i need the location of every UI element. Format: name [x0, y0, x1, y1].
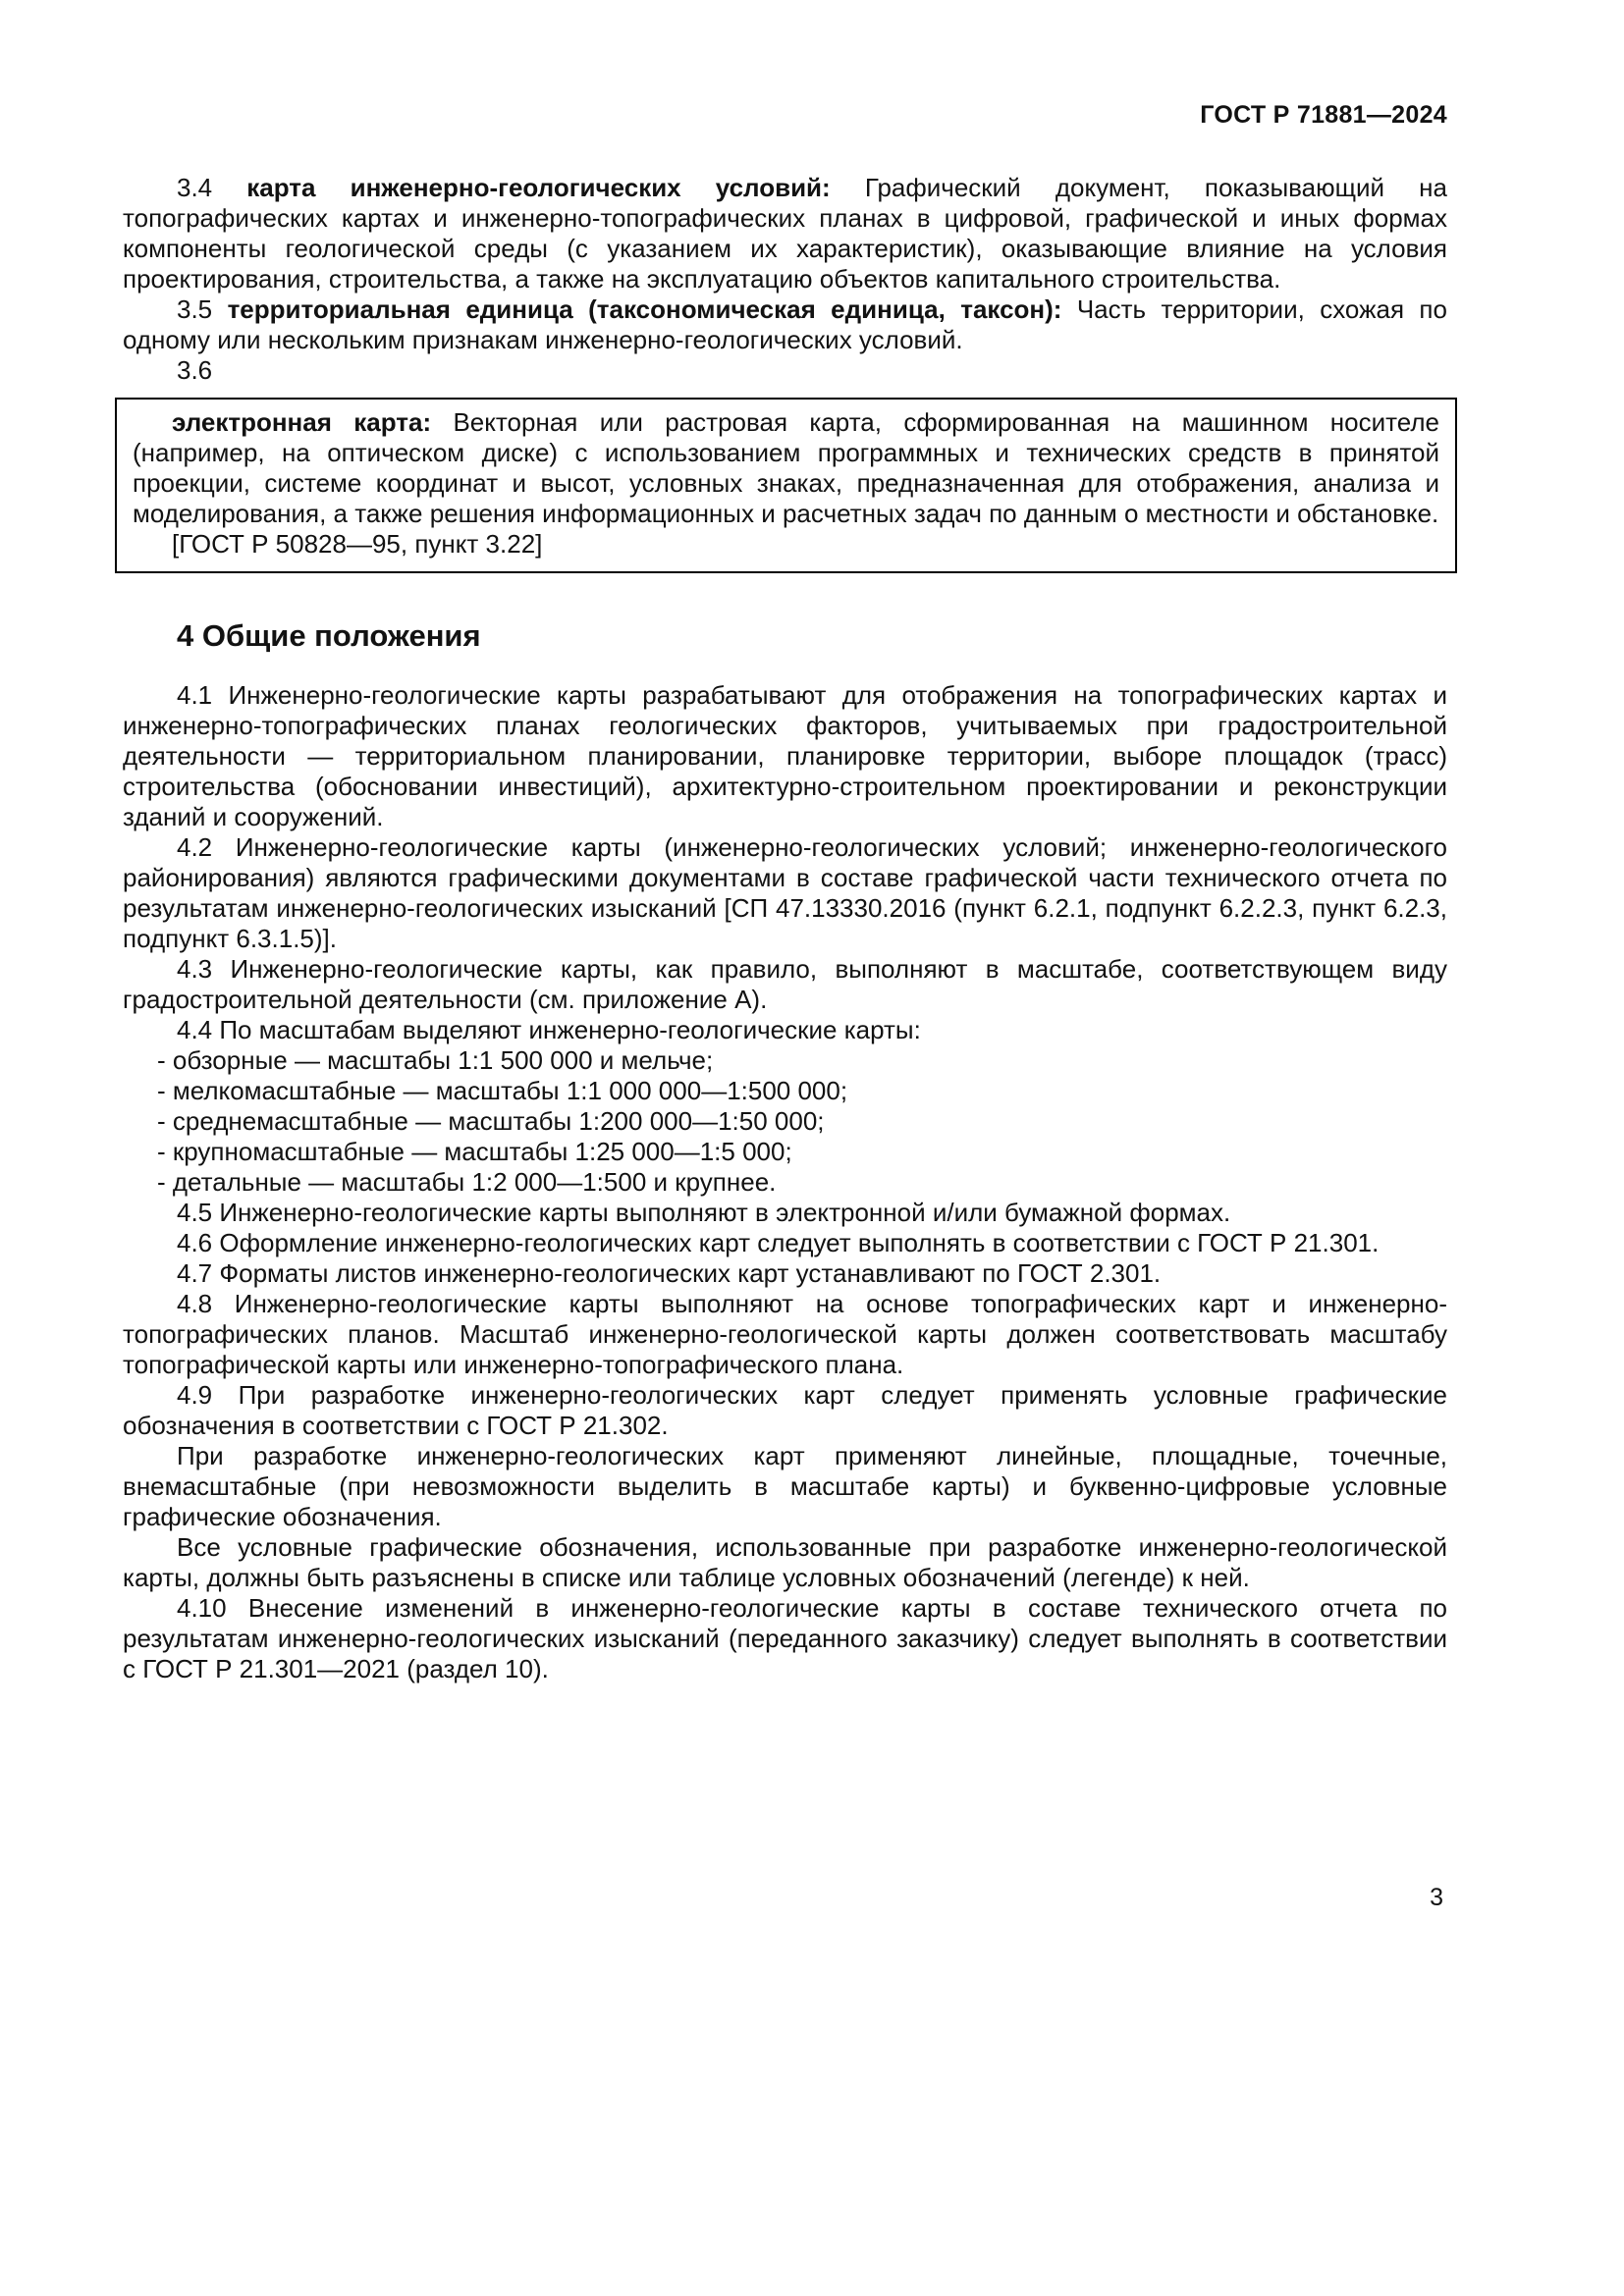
definition-box-body: Векторная или растровая карта, сформированная на машинном носителе (например, на оптическом диске) с использованием программных и технических средств в принятой проекции, системе координат и высот, условных знаках, предназначенная для отображения, анализа и моделирования, а также решения информационных и расчетных задач по данным о местности и обстановке.	[133, 407, 1439, 528]
page-number: 3	[1430, 1884, 1443, 1911]
definition-box	[115, 398, 1457, 573]
term-body-3-5: Часть территории, схожая по одному или нескольким признакам инженерно-геологических условий.	[123, 294, 1447, 354]
term-number-3-6: 3.6	[177, 355, 213, 385]
section-4-heading: 4 Общие положения	[177, 618, 481, 653]
definition-box-term: электронная карта:	[172, 407, 432, 437]
paragraph-4-9: 4.9 При разработке инженерно-геологических карт следует применять условные графические обозначения в соответствии с ГОСТ Р 21.302.	[123, 1380, 1447, 1440]
scale-list-item-small: - мелкомасштабные — масштабы 1:1 000 000—1:500 000;	[157, 1076, 848, 1105]
term-paragraph-3-5	[123, 294, 1447, 355]
definition-box-paragraph	[133, 407, 1439, 529]
paragraph-4-9-continuation-1: При разработке инженерно-геологических карт применяют линейные, площадные, точечные, внемасштабные (при невозможности выделить в масштабе карты) и буквенно-цифровые условные графические обозначения.	[123, 1441, 1447, 1531]
page-content	[123, 173, 1447, 1684]
term-title-3-5: территориальная единица (таксономическая единица, таксон):	[227, 294, 1062, 324]
paragraph-4-8: 4.8 Инженерно-геологические карты выполняют на основе топографических карт и инженерно-топографических планов. Масштаб инженерно-геологической карты должен соответствовать масштабу топографической карты или инженерно-топографического плана.	[123, 1289, 1447, 1379]
paragraph-4-2: 4.2 Инженерно-геологические карты (инженерно-геологических условий; инженерно-геологического районирования) являются графическими документами в составе графической части технического отчета по результатам инженерно-геологических изысканий [СП 47.13330.2016 (пункт 6.2.1, подпункт 6.2.2.3, пункт 6.2.3, подпункт 6.3.1.5)].	[123, 832, 1447, 953]
term-title-3-4: карта инженерно-геологических условий:	[246, 173, 831, 202]
term-number-3-4: 3.4	[177, 173, 213, 202]
paragraph-4-6: 4.6 Оформление инженерно-геологических карт следует выполнять в соответствии с ГОСТ Р 21.301.	[177, 1228, 1380, 1257]
paragraph-4-4: 4.4 По масштабам выделяют инженерно-геологические карты:	[177, 1015, 921, 1044]
paragraph-4-3: 4.3 Инженерно-геологические карты, как правило, выполняют в масштабе, соответствующем виду градостроительной деятельности (см. приложение А).	[123, 954, 1447, 1014]
scale-list-item-overview: - обзорные — масштабы 1:1 500 000 и мельче;	[157, 1045, 714, 1075]
paragraph-4-7: 4.7 Форматы листов инженерно-геологических карт устанавливают по ГОСТ 2.301.	[177, 1258, 1162, 1288]
paragraph-4-9-continuation-2: Все условные графические обозначения, использованные при разработке инженерно-геологической карты, должны быть разъяснены в списке или таблице условных обозначений (легенде) к ней.	[123, 1532, 1447, 1592]
paragraph-4-1: 4.1 Инженерно-геологические карты разрабатывают для отображения на топографических картах и инженерно-топографических планах геологических факторов, учитываемых при градостроительной деятельности — территориальном планировании, планировке территории, выборе площадок (трасс) строительства (обосновании инвестиций), архитектурно-строительном проектировании и реконструкции зданий и сооружений.	[123, 680, 1447, 831]
term-paragraph-3-4	[123, 173, 1447, 294]
scale-list-item-detailed: - детальные — масштабы 1:2 000—1:500 и крупнее.	[157, 1167, 777, 1197]
term-body-3-4: Графический документ, показывающий на топографических картах и инженерно-топографических планах в цифровой, графической и иных формах компоненты геологической среды (с указанием их характеристик), оказывающие влияние на условия проектирования, строительства, а также на эксплуатацию объектов капитального строительства.	[123, 173, 1447, 294]
paragraph-4-10: 4.10 Внесение изменений в инженерно-геологические карты в составе технического отчета по результатам инженерно-геологических изысканий (переданного заказчику) следует выполнять в соответствии с ГОСТ Р 21.301—2021 (раздел 10).	[123, 1593, 1447, 1683]
term-number-3-5: 3.5	[177, 294, 213, 324]
document-code-header: ГОСТ Р 71881—2024	[1200, 101, 1447, 129]
definition-box-source: [ГОСТ Р 50828—95, пункт 3.22]	[172, 529, 543, 559]
scale-list-item-medium: - среднемасштабные — масштабы 1:200 000—1:50 000;	[157, 1106, 825, 1136]
paragraph-4-5: 4.5 Инженерно-геологические карты выполняют в электронной и/или бумажной формах.	[177, 1198, 1231, 1227]
scale-list-item-large: - крупномасштабные — масштабы 1:25 000—1:5 000;	[157, 1137, 792, 1166]
